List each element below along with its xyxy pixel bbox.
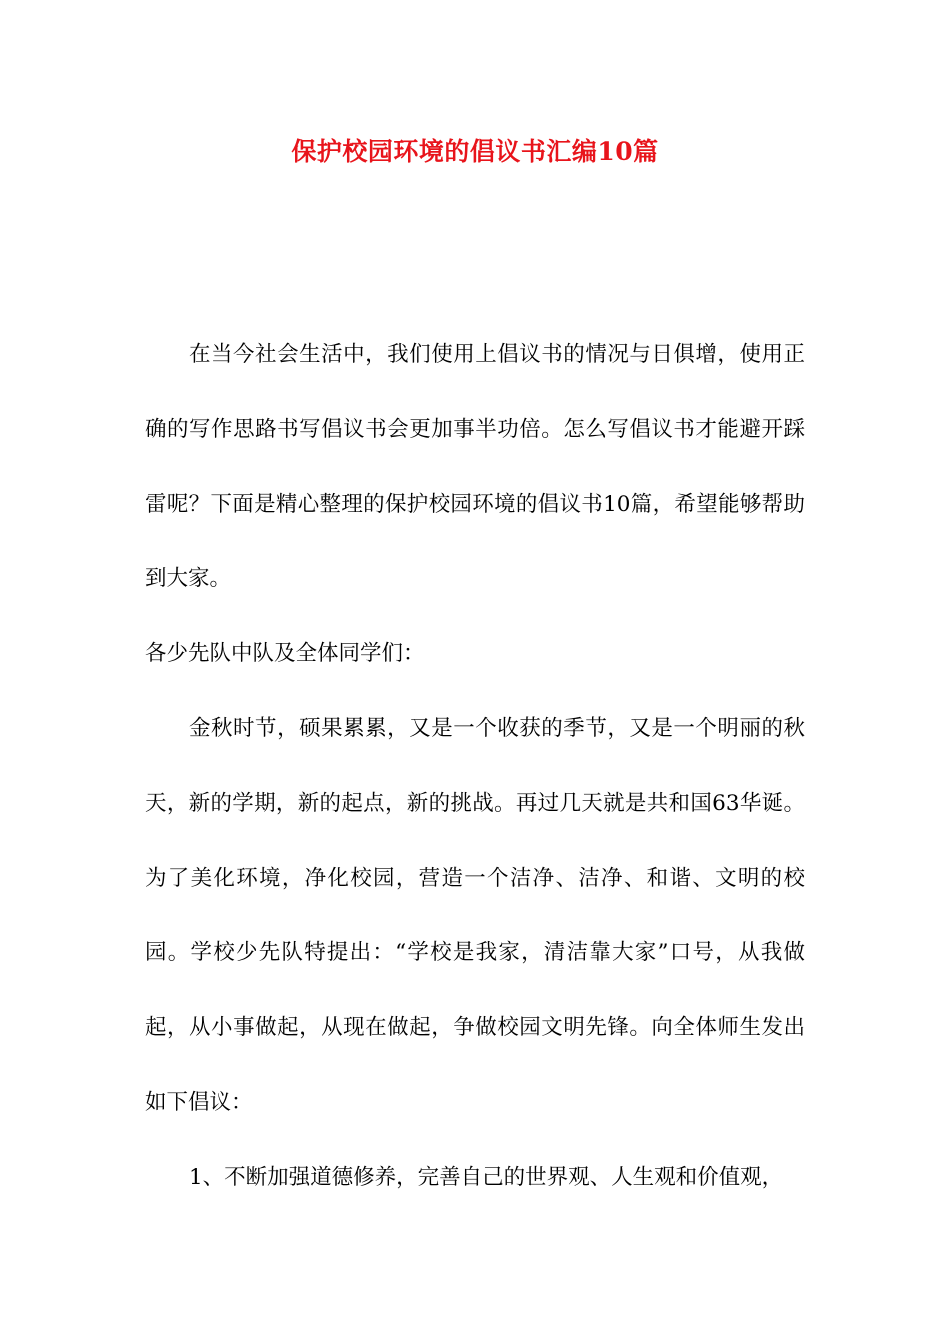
salutation-paragraph: 各少先队中队及全体同学们： bbox=[145, 641, 425, 667]
proposal-item-1: 1、不断加强道德修养，完善自己的世界观、人生观和价值观， bbox=[189, 1164, 784, 1190]
intro-paragraph: 在当今社会生活中，我们使用上倡议书的情况与日俱增，使用正确的写作思路书写倡议书会更加事半功倍。怎么写倡议书才能避开踩雷呢？下面是精心整理的保护校园环境的倡议书10篇，希望能够帮助到大家。 bbox=[145, 342, 805, 592]
main-paragraph: 金秋时节，硕果累累，又是一个收获的季节，又是一个明丽的秋天，新的学期，新的起点，新的挑战。再过几天就是共和国63华诞。为了美化环境，净化校园，营造一个洁净、洁净、和谐、文明的校园。学校少先队特提出：“学校是我家，清洁靠大家”口号，从我做起，从小事做起，从现在做起，争做校园文明先锋。向全体师生发出如下倡议： bbox=[145, 715, 805, 1115]
document-body bbox=[145, 318, 805, 1216]
document-title: 保护校园环境的倡议书汇编10篇 bbox=[291, 137, 659, 166]
